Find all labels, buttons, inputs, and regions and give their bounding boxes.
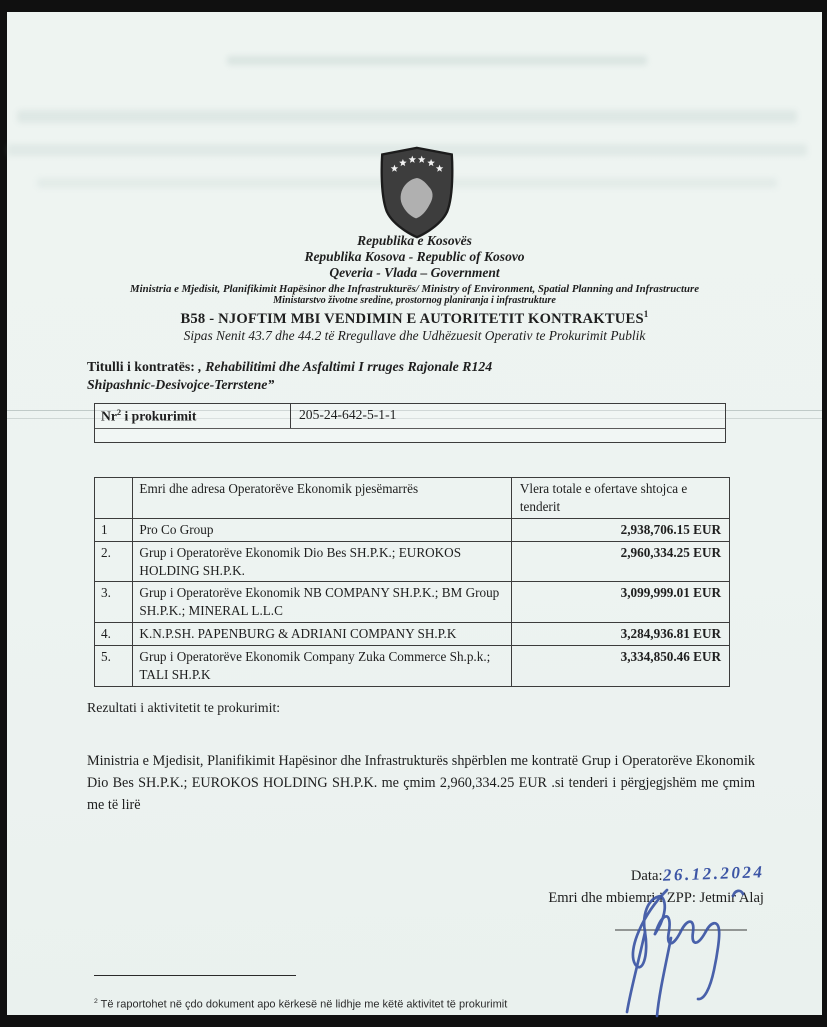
kosovo-coat-of-arms-icon [374, 146, 460, 240]
handwritten-date: 26.12.2024 [662, 862, 765, 885]
contract-title-block [87, 358, 707, 394]
table-row [95, 623, 730, 646]
procurement-number-value: 205-24-642-5-1-1 [299, 407, 397, 422]
date-label: Data: [630, 868, 663, 884]
contract-title-line1: , Rehabilitimi dhe Asfaltimi I rruges Rajonale R124 [194, 359, 493, 374]
bid-value: 3,284,936.81 EUR [511, 623, 729, 646]
procurement-number-table [94, 403, 726, 443]
bid-operator-name: Grup i Operatorëve Ekonomik Company Zuka Commerce Sh.p.k.; TALI SH.P.K [133, 645, 511, 686]
procurement-number-label [95, 404, 291, 428]
contract-title-line2: Shipashnic-Desivojce-Terrstene” [87, 376, 275, 392]
document-header [7, 234, 822, 343]
zpp-name-line: Emri dhe mbiemri i ZPP: Jetmir Alaj [548, 889, 764, 906]
footnote [94, 998, 714, 1011]
bid-value: 3,334,850.46 EUR [511, 645, 729, 686]
header-ministry-line: Ministria e Mjedisit, Planifikimit Hapësinor dhe Infrastrukturës/ Ministry of Environment, Spatial Planning and Infrastructure [129, 282, 700, 295]
procurement-number-empty-row [95, 429, 725, 442]
footnote-separator [94, 975, 296, 976]
bleedthrough-mark [227, 56, 647, 65]
table-row [95, 582, 730, 623]
header-ministry-serbian-line: Ministarstvo životne sredine, prostornog planiranja i infrastrukture [273, 294, 556, 306]
award-paragraph: Ministria e Mjedisit, Planifikimit Hapësinor dhe Infrastrukturës shpërblen me kontratë Grup i Operatorëve Ekonomik Dio Bes SH.P.K.; EUROKOS HOLDING SH.P.K. me çmim 2,960,334.25 EUR .si tenderi i përgjegjshëm me çmim me të lirë [87, 753, 755, 813]
bids-col-number-header [95, 478, 133, 519]
bid-operator-name: Pro Co Group [133, 519, 511, 542]
table-row [95, 519, 730, 542]
header-republic-trilingual-line: Republika Kosova - Republic of Kosovo [304, 249, 525, 265]
notice-title-footnote-ref: 1 [643, 308, 649, 319]
bid-operator-name: K.N.P.SH. PAPENBURG & ADRIANI COMPANY SH.P.K [133, 623, 511, 646]
bids-table [94, 477, 730, 687]
notice-subtitle: Sipas Nenit 43.7 dhe 44.2 të Rregullave dhe Udhëzuesit Operativ te Prokurimit Publik [183, 327, 646, 343]
bids-table-header-row [95, 478, 730, 519]
bid-value: 3,099,999.01 EUR [511, 582, 729, 623]
table-row [95, 541, 730, 582]
document-page [7, 12, 822, 1015]
header-republic-line: Republika e Kosovës [357, 233, 472, 248]
notice-title [7, 310, 822, 327]
table-row [95, 645, 730, 686]
bids-col-operator-header: Emri dhe adresa Operatorëve Ekonomik pjesëmarrës [133, 478, 511, 519]
procurement-number-label-base: Nr [101, 408, 117, 424]
footnote-text: Të raportohet në çdo dokument apo kërkesë në lidhje me këtë aktivitet të prokurimit [97, 998, 508, 1011]
bids-col-value-header: Vlera totale e ofertave shtojca e tenderit [511, 478, 729, 519]
contract-title-label: Titulli i kontratës: [87, 359, 195, 374]
bleedthrough-mark [17, 110, 797, 123]
bid-value: 2,938,706.15 EUR [511, 519, 729, 542]
bid-row-number: 1 [95, 519, 133, 542]
header-government-line: Qeveria - Vlada – Government [329, 265, 500, 281]
bid-row-number: 5. [95, 645, 133, 686]
bid-value: 2,960,334.25 EUR [511, 541, 729, 582]
bid-row-number: 3. [95, 582, 133, 623]
bid-row-number: 2. [95, 541, 133, 582]
result-label: Rezultati i aktivitetit te prokurimit: [87, 700, 281, 715]
notice-title-text: B58 - NJOFTIM MBI VENDIMIN E AUTORITETIT KONTRAKTUES [180, 310, 644, 327]
bid-operator-name: Grup i Operatorëve Ekonomik Dio Bes SH.P.K.; EUROKOS HOLDING SH.P.K. [133, 541, 511, 582]
procurement-number-row [95, 404, 725, 429]
procurement-number-footnote-ref: 2 [116, 407, 122, 417]
bid-operator-name: Grup i Operatorëve Ekonomik NB COMPANY SH.P.K.; BM Group SH.P.K.; MINERAL L.L.C [133, 582, 511, 623]
footnote-marker: 2 [94, 998, 98, 1005]
bid-row-number: 4. [95, 623, 133, 646]
procurement-number-label-rest: i prokurimit [121, 408, 197, 424]
